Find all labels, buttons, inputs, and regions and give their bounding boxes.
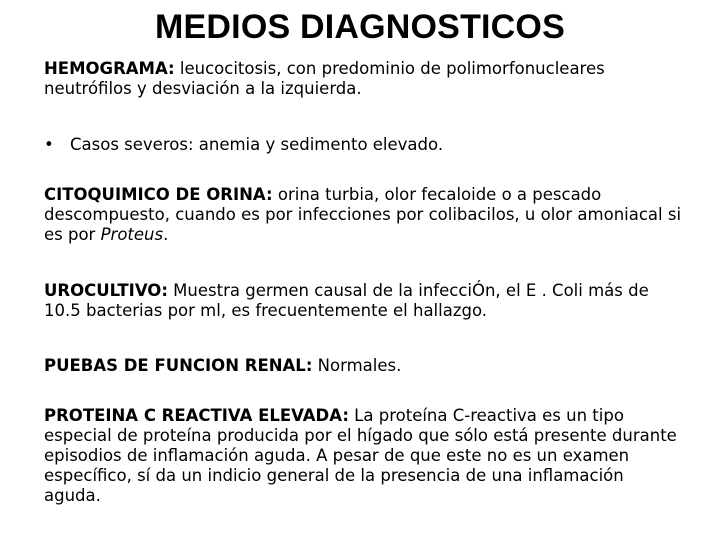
urocultivo-label: UROCULTIVO:: [44, 281, 168, 300]
urocultivo-paragraph: [44, 281, 684, 321]
hemograma-label: HEMOGRAMA:: [44, 59, 175, 78]
hemograma-paragraph: [44, 59, 684, 99]
proteina-c-label: PROTEINA C REACTIVA ELEVADA:: [44, 406, 349, 425]
funcion-renal-text: Normales.: [312, 356, 402, 375]
hemograma-text: leucocitosis, con predominio de polimorfonucleares neutrófilos y desviación a la izquierda.: [44, 59, 605, 98]
severe-cases-bullet-item: [44, 135, 684, 155]
citoquimico-label: CITOQUIMICO DE ORINA:: [44, 185, 273, 204]
proteus-italic-text: Proteus: [100, 225, 164, 244]
page-title: MEDIOS DIAGNOSTICOS: [155, 8, 565, 46]
citoquimico-tail: .: [163, 225, 169, 244]
proteina-c-paragraph: [44, 406, 684, 506]
funcion-renal-paragraph: [44, 356, 684, 376]
funcion-renal-label: PUEBAS DE FUNCION RENAL:: [44, 356, 313, 375]
citoquimico-text: orina turbia, olor fecaloide o a pescado descompuesto, cuando es por infecciones por colibacilos, u olor amoniacal si es por: [44, 185, 682, 244]
bullet-icon: •: [44, 135, 54, 154]
proteina-c-text: La proteína C-reactiva es un tipo especial de proteína producida por el hígado que sólo está presente durante episodios de inflamación aguda. A pesar de que este no es un examen específico, sí da un indicio general de la presencia de una inflamación aguda.: [44, 406, 677, 505]
citoquimico-paragraph: [44, 185, 684, 245]
severe-cases-text: Casos severos: anemia y sedimento elevado.: [70, 135, 444, 154]
urocultivo-text: Muestra germen causal de la infecciÓn, el E . Coli más de 10.5 bacterias por ml, es frecuentemente el hallazgo.: [44, 281, 649, 320]
